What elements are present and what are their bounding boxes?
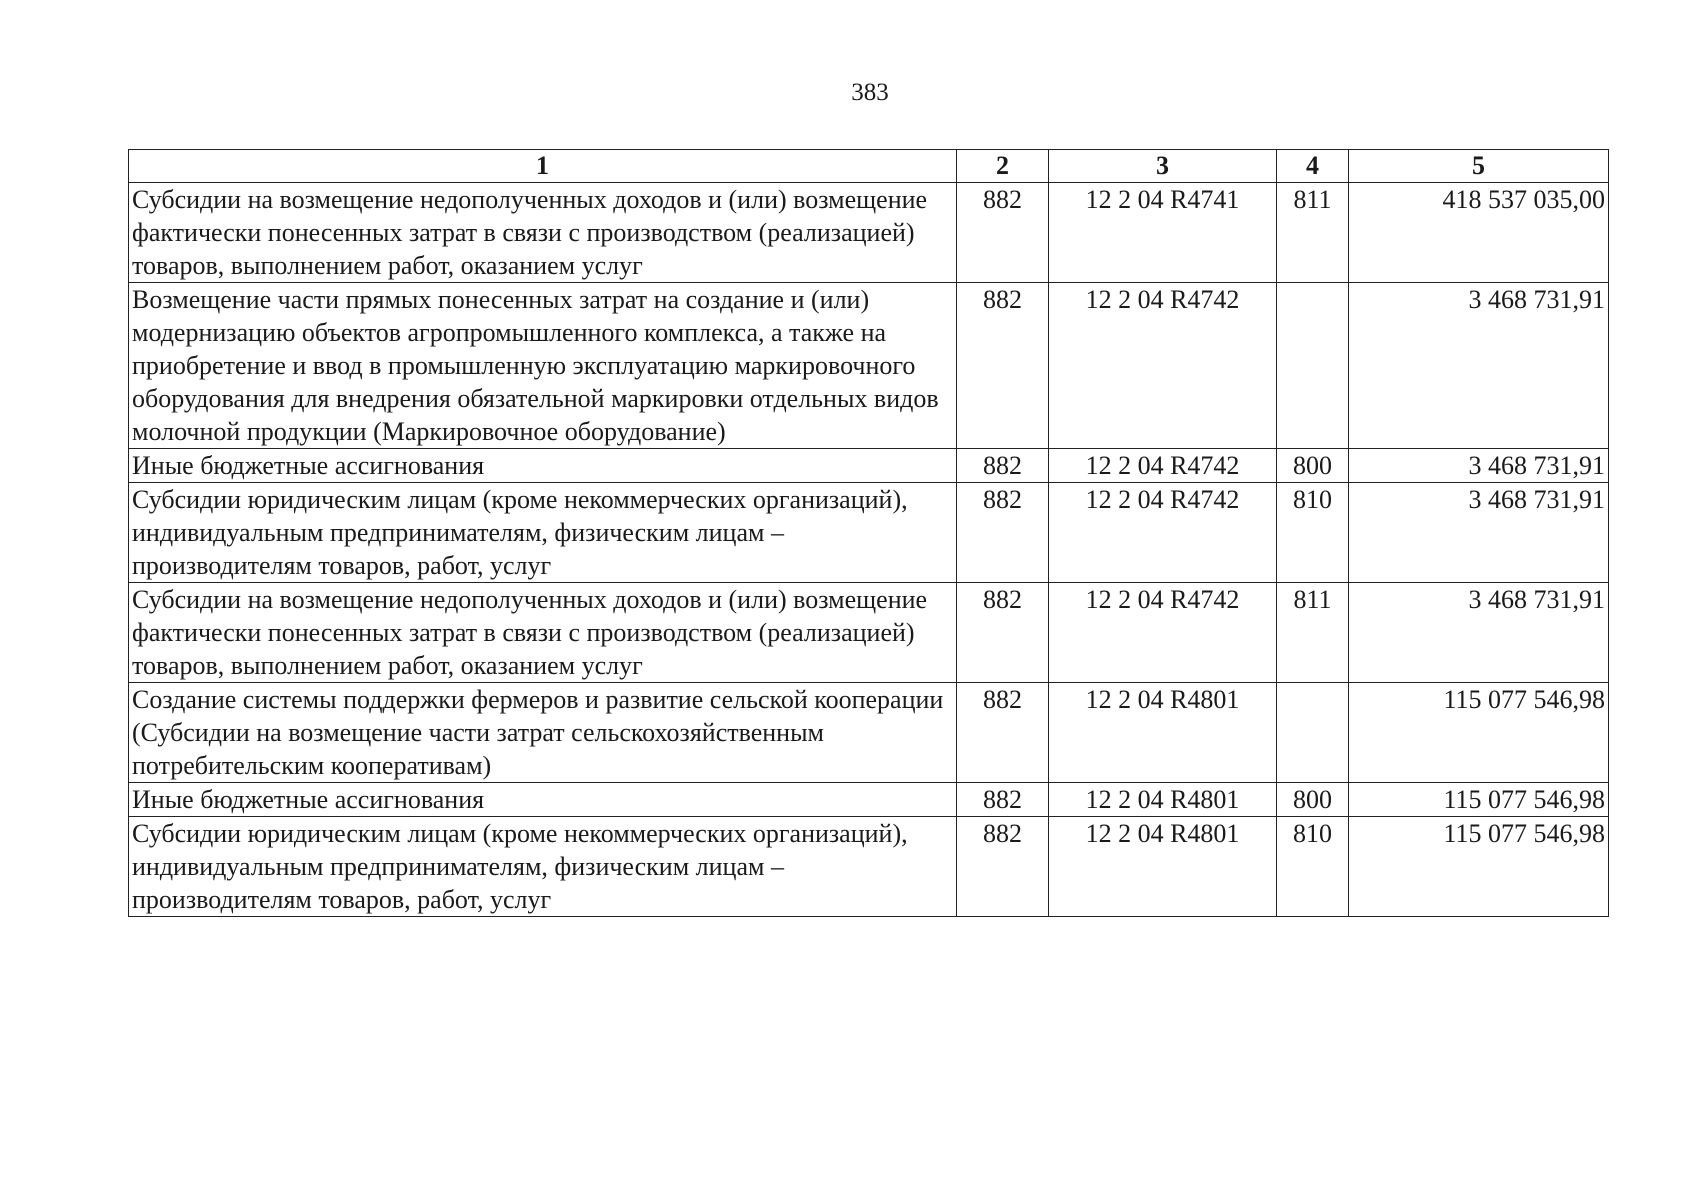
row-article: 12 2 04 R4742 <box>1049 483 1277 583</box>
row-article: 12 2 04 R4801 <box>1049 683 1277 783</box>
row-code: 882 <box>957 449 1049 483</box>
row-type: 811 <box>1277 183 1349 283</box>
row-name: Субсидии юридическим лицам (кроме некоммерческих организаций), индивидуальным предпринимателям, физическим лицам – производителям товаров, работ, услуг <box>129 483 957 583</box>
row-code: 882 <box>957 683 1049 783</box>
row-name: Субсидии юридическим лицам (кроме некоммерческих организаций), индивидуальным предпринимателям, физическим лицам – производителям товаров, работ, услуг <box>129 817 957 917</box>
row-article: 12 2 04 R4801 <box>1049 783 1277 817</box>
header-col-4: 4 <box>1277 150 1349 183</box>
row-article: 12 2 04 R4742 <box>1049 583 1277 683</box>
row-article: 12 2 04 R4742 <box>1049 449 1277 483</box>
row-article: 12 2 04 R4801 <box>1049 817 1277 917</box>
row-amount: 115 077 546,98 <box>1349 817 1609 917</box>
table-row <box>129 483 1609 583</box>
row-type: 810 <box>1277 483 1349 583</box>
row-code: 882 <box>957 817 1049 917</box>
table-body <box>129 183 1609 917</box>
table-row <box>129 449 1609 483</box>
row-type: 811 <box>1277 583 1349 683</box>
row-amount: 418 537 035,00 <box>1349 183 1609 283</box>
row-amount: 3 468 731,91 <box>1349 483 1609 583</box>
row-name: Субсидии на возмещение недополученных доходов и (или) возмещение фактически понесенных затрат в связи с производством (реализацией) товаров, выполнением работ, оказанием услуг <box>129 183 957 283</box>
row-code: 882 <box>957 783 1049 817</box>
header-col-5: 5 <box>1349 150 1609 183</box>
row-type: 810 <box>1277 817 1349 917</box>
row-article: 12 2 04 R4741 <box>1049 183 1277 283</box>
budget-table <box>128 149 1609 917</box>
row-code: 882 <box>957 183 1049 283</box>
header-col-1: 1 <box>129 150 957 183</box>
row-code: 882 <box>957 283 1049 449</box>
table-row <box>129 783 1609 817</box>
page-number: 383 <box>851 79 889 106</box>
row-type: 800 <box>1277 449 1349 483</box>
table-row <box>129 683 1609 783</box>
row-type <box>1277 683 1349 783</box>
row-type: 800 <box>1277 783 1349 817</box>
row-code: 882 <box>957 483 1049 583</box>
row-amount: 3 468 731,91 <box>1349 583 1609 683</box>
row-amount: 3 468 731,91 <box>1349 449 1609 483</box>
row-name: Возмещение части прямых понесенных затрат на создание и (или) модернизацию объектов агропромышленного комплекса, а также на приобретение и ввод в промышленную эксплуатацию маркировочного оборудования для внедрения обязательной маркировки отдельных видов молочной продукции (Маркировочное оборудование) <box>129 283 957 449</box>
header-col-3: 3 <box>1049 150 1277 183</box>
table-row <box>129 817 1609 917</box>
row-type <box>1277 283 1349 449</box>
row-name: Субсидии на возмещение недополученных доходов и (или) возмещение фактически понесенных затрат в связи с производством (реализацией) товаров, выполнением работ, оказанием услуг <box>129 583 957 683</box>
table-row <box>129 183 1609 283</box>
row-code: 882 <box>957 583 1049 683</box>
row-article: 12 2 04 R4742 <box>1049 283 1277 449</box>
row-name: Создание системы поддержки фермеров и развитие сельской кооперации (Субсидии на возмещение части затрат сельскохозяйственным потребительским кооперативам) <box>129 683 957 783</box>
table-row <box>129 583 1609 683</box>
table-header <box>129 150 1609 183</box>
header-col-2: 2 <box>957 150 1049 183</box>
header-row <box>129 150 1609 183</box>
row-name: Иные бюджетные ассигнования <box>129 449 957 483</box>
row-amount: 115 077 546,98 <box>1349 783 1609 817</box>
row-amount: 3 468 731,91 <box>1349 283 1609 449</box>
table-row <box>129 283 1609 449</box>
row-name: Иные бюджетные ассигнования <box>129 783 957 817</box>
row-amount: 115 077 546,98 <box>1349 683 1609 783</box>
